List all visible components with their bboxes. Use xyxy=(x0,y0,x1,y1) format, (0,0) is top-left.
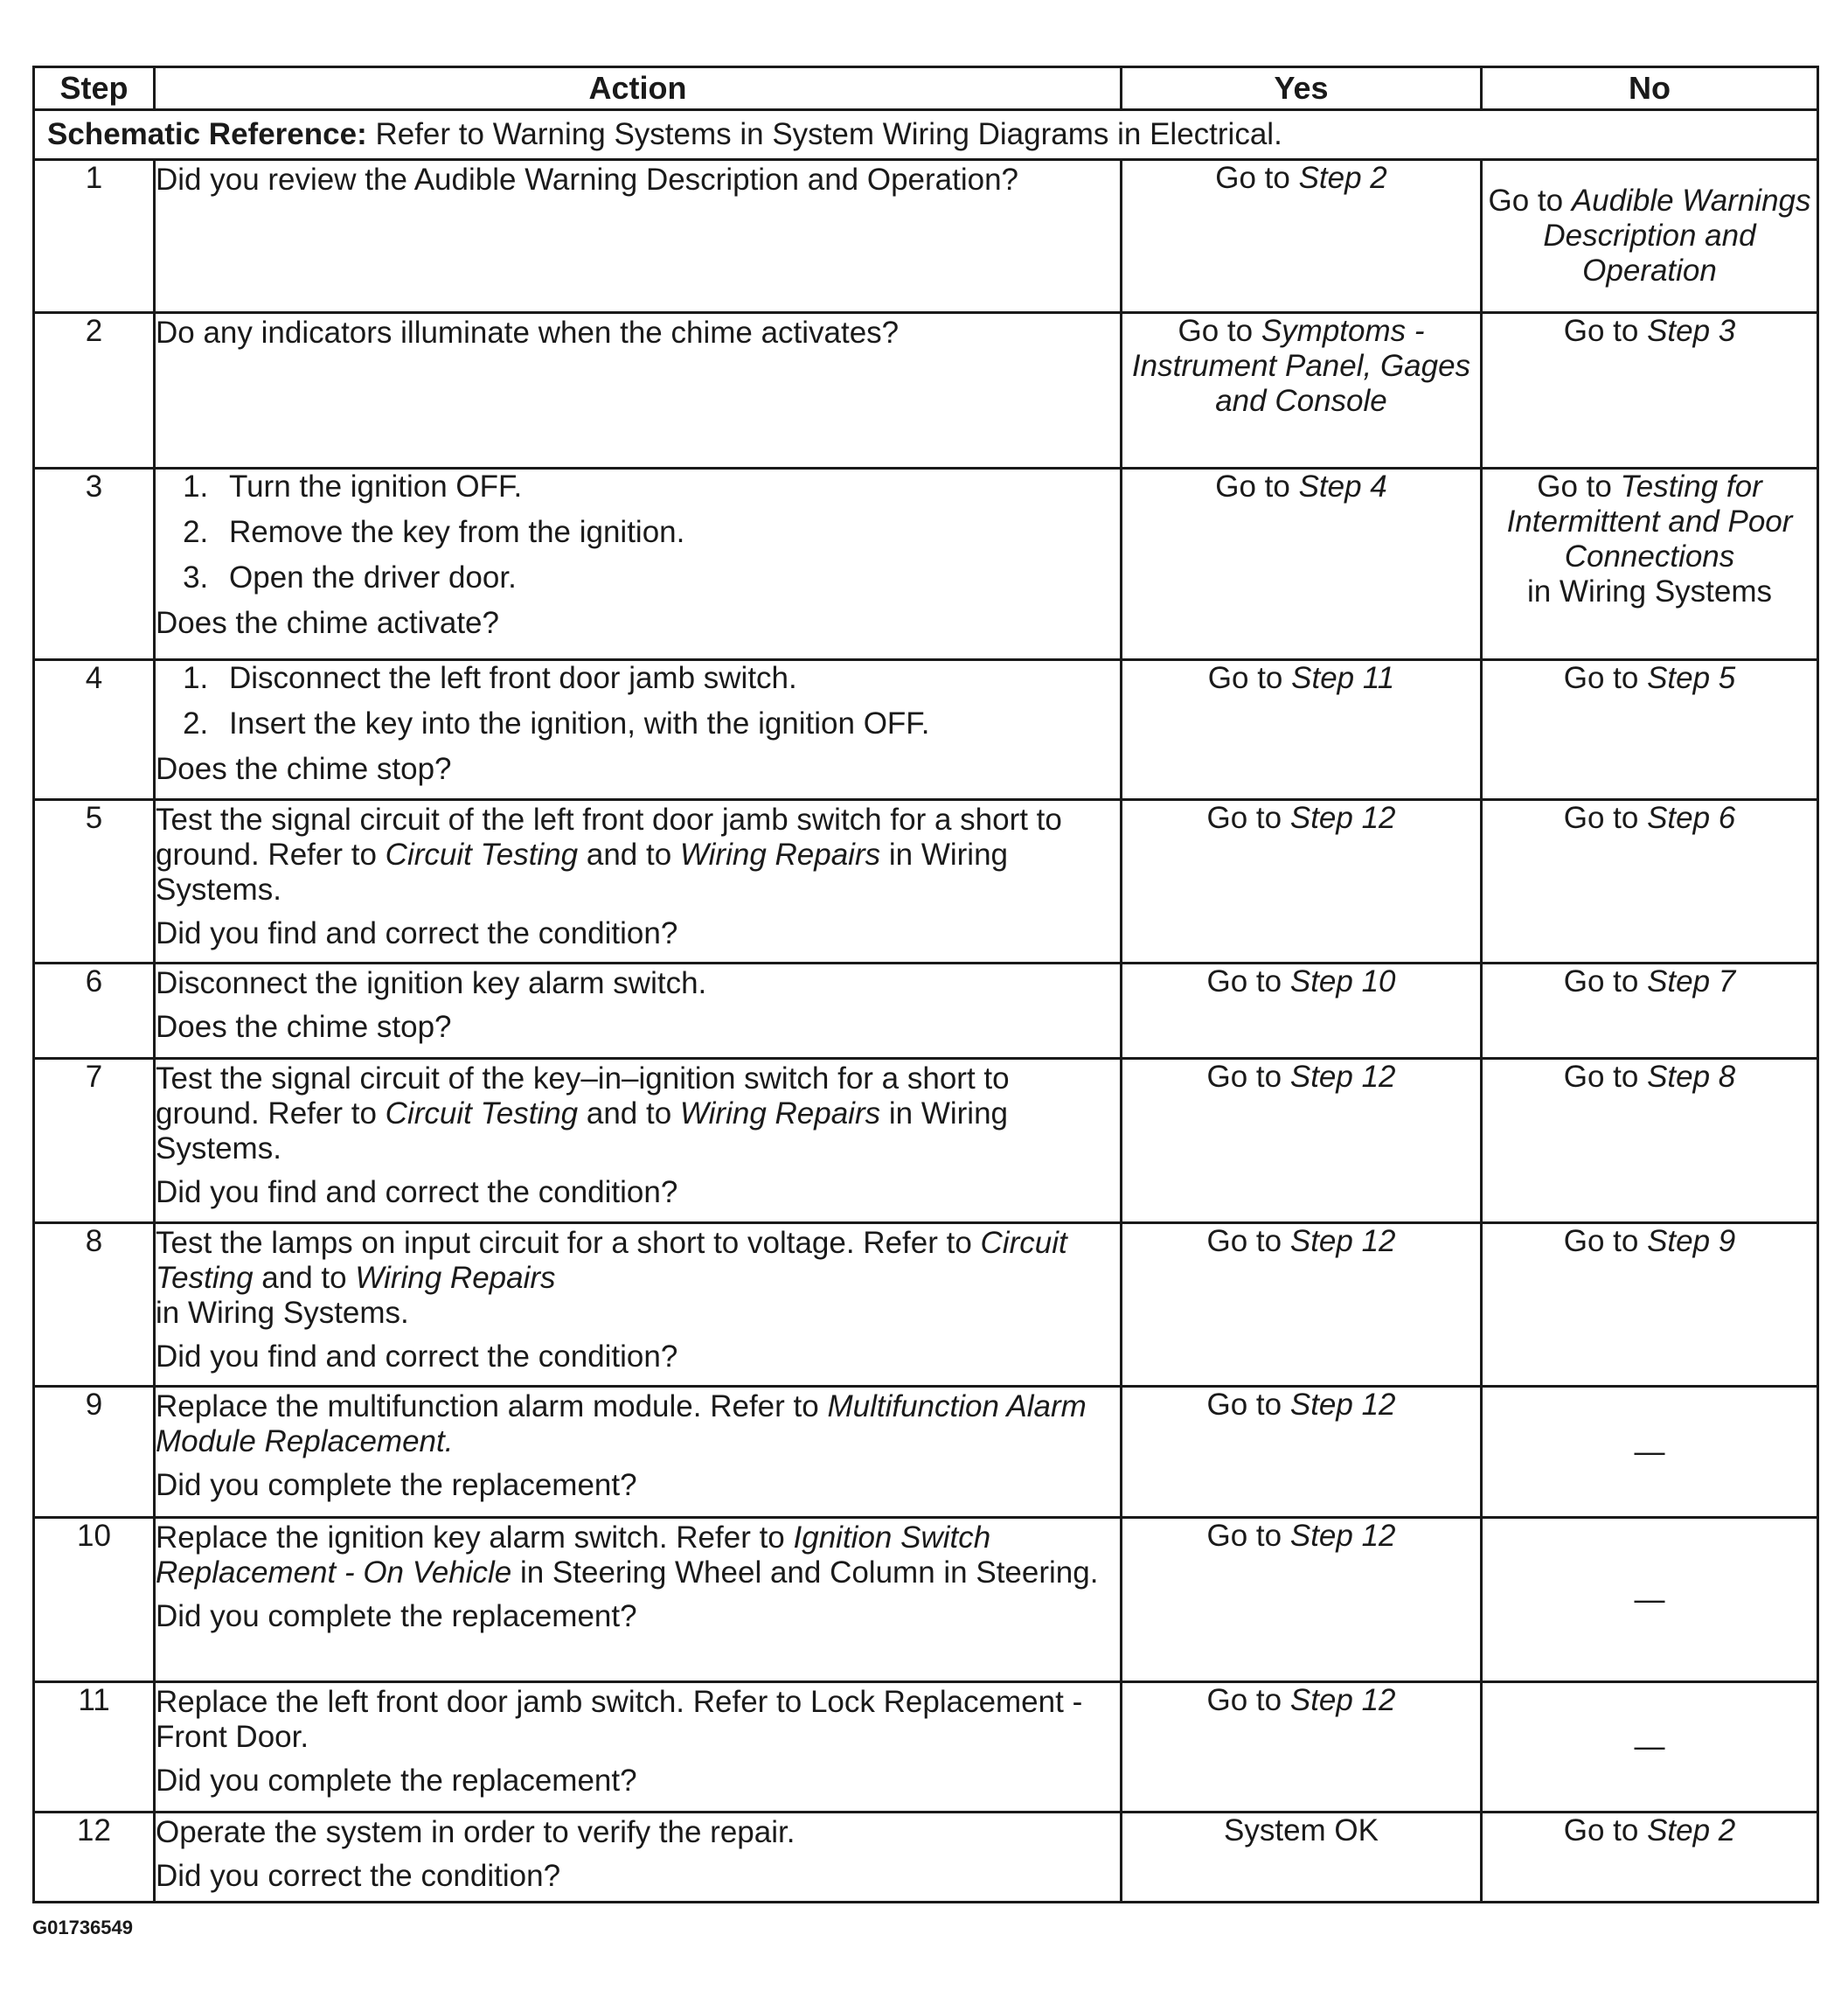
action-text-part: and to xyxy=(261,1261,347,1295)
go-to-label: Go to xyxy=(1207,661,1283,695)
no-cell xyxy=(1482,313,1818,469)
action-text xyxy=(156,1389,1120,1459)
no-cell xyxy=(1482,160,1818,313)
action-text: Operate the system in order to verify the repair. xyxy=(156,1815,795,1849)
go-to-label: Go to xyxy=(1206,801,1282,835)
step-number: 1 xyxy=(34,160,155,313)
yes-reference: Step 2 xyxy=(1298,161,1387,195)
go-to-label: Go to xyxy=(1563,964,1639,999)
action-text: Did you review the Audible Warning Description and Operation? xyxy=(156,163,1019,197)
action-text-part: Test the signal circuit of the key–in–ignition switch for a short to ground. Refer to xyxy=(156,1061,1010,1131)
action-text-part: and to xyxy=(586,1096,672,1131)
go-to-label: Go to xyxy=(1563,661,1639,695)
yes-cell xyxy=(1122,1059,1482,1223)
no-reference: Step 9 xyxy=(1647,1224,1736,1258)
yes-cell xyxy=(1122,1518,1482,1682)
no-cell xyxy=(1482,1223,1818,1387)
reference-link-text: Ignition Switch Replacement - On Vehicle xyxy=(156,1520,991,1590)
question-text: Did you correct the condition? xyxy=(156,1859,561,1893)
reference-link-text: Circuit Testing xyxy=(156,1226,1067,1295)
step-number: 4 xyxy=(34,660,155,800)
go-to-label: Go to xyxy=(1215,161,1290,195)
go-to-label: Go to xyxy=(1563,1813,1639,1847)
question-text: Does the chime stop? xyxy=(156,1010,452,1044)
go-to-label: Go to xyxy=(1537,470,1612,504)
substep-list xyxy=(156,661,1120,741)
no-reference: Step 2 xyxy=(1647,1813,1736,1847)
yes-cell xyxy=(1122,964,1482,1059)
step-number: 3 xyxy=(34,469,155,660)
header-yes: Yes xyxy=(1122,67,1482,110)
action-text xyxy=(156,1061,1120,1166)
action-cell xyxy=(155,313,1122,469)
action-text: Replace the left front door jamb switch. Refer to Lock Replacement - Front Door. xyxy=(156,1685,1083,1754)
no-cell xyxy=(1482,1518,1818,1682)
table-row xyxy=(34,660,1818,800)
action-cell xyxy=(155,1682,1122,1813)
action-text-part: in Steering Wheel and Column in Steering. xyxy=(519,1555,1099,1590)
substep: 1. Turn the ignition OFF. xyxy=(217,470,1120,504)
go-to-label: Go to xyxy=(1178,314,1254,348)
yes-reference: Step 12 xyxy=(1289,1224,1396,1258)
action-cell xyxy=(155,1223,1122,1387)
reference-link-text: Circuit Testing xyxy=(385,1096,579,1131)
reference-link-text: Wiring Repairs xyxy=(679,838,881,872)
action-text-part: Replace the ignition key alarm switch. Refer to xyxy=(156,1520,785,1555)
question-text: Did you complete the replacement? xyxy=(156,1599,637,1633)
no-reference: Step 8 xyxy=(1647,1060,1736,1094)
no-suffix: in Wiring Systems xyxy=(1526,574,1773,609)
table-row xyxy=(34,1387,1818,1518)
question-text: Did you complete the replacement? xyxy=(156,1764,637,1798)
no-reference: Step 5 xyxy=(1647,661,1736,695)
yes-cell xyxy=(1122,1223,1482,1387)
question-text: Did you complete the replacement? xyxy=(156,1468,637,1502)
header-no: No xyxy=(1482,67,1818,110)
dash: — xyxy=(1634,1434,1665,1469)
step-number: 11 xyxy=(34,1682,155,1813)
yes-cell xyxy=(1122,313,1482,469)
schematic-reference xyxy=(34,110,1818,160)
yes-cell xyxy=(1122,469,1482,660)
no-cell xyxy=(1482,800,1818,964)
header-step: Step xyxy=(34,67,155,110)
action-cell xyxy=(155,469,1122,660)
question-text: Does the chime stop? xyxy=(156,752,452,786)
yes-reference: Step 12 xyxy=(1289,1519,1396,1553)
diagnostic-table xyxy=(32,66,1819,1903)
table-row xyxy=(34,1813,1818,1903)
no-cell xyxy=(1482,469,1818,660)
step-number: 5 xyxy=(34,800,155,964)
step-number: 12 xyxy=(34,1813,155,1903)
dash: — xyxy=(1634,1582,1665,1617)
question-text: Did you find and correct the condition? xyxy=(156,1175,678,1209)
no-reference: Step 6 xyxy=(1647,801,1736,835)
substep: 1. Disconnect the left front door jamb switch. xyxy=(217,661,1120,696)
action-cell xyxy=(155,1518,1122,1682)
action-text-part: and to xyxy=(586,838,672,872)
step-number: 7 xyxy=(34,1059,155,1223)
table-row xyxy=(34,469,1818,660)
yes-reference: Step 12 xyxy=(1289,1683,1396,1717)
header-row xyxy=(34,67,1818,110)
go-to-label: Go to xyxy=(1206,1683,1282,1717)
action-cell xyxy=(155,964,1122,1059)
action-text-part: Test the signal circuit of the left front door jamb switch for a short to ground. Refer to xyxy=(156,803,1062,872)
action-text-part: in Wiring Systems. xyxy=(156,838,1008,907)
no-reference: Testing for Intermittent and Poor Connections xyxy=(1506,470,1793,574)
yes-cell xyxy=(1122,1682,1482,1813)
action-cell xyxy=(155,1387,1122,1518)
table-row xyxy=(34,313,1818,469)
go-to-label: Go to xyxy=(1563,1060,1639,1094)
yes-result: System OK xyxy=(1224,1813,1379,1847)
table-row xyxy=(34,160,1818,313)
table-row xyxy=(34,800,1818,964)
action-text xyxy=(156,1226,1120,1331)
yes-reference: Step 12 xyxy=(1289,1060,1396,1094)
action-text-part: Test the lamps on input circuit for a short to voltage. Refer to xyxy=(156,1226,972,1260)
yes-cell xyxy=(1122,800,1482,964)
schematic-reference-label: Schematic Reference: xyxy=(47,117,367,151)
go-to-label: Go to xyxy=(1563,1224,1639,1258)
step-number: 6 xyxy=(34,964,155,1059)
go-to-label: Go to xyxy=(1488,184,1564,218)
action-text xyxy=(156,803,1120,908)
action-text: Disconnect the ignition key alarm switch. xyxy=(156,966,707,1000)
yes-reference: Step 12 xyxy=(1289,801,1396,835)
substep: 3. Open the driver door. xyxy=(217,560,1120,595)
action-text-part: in Wiring Systems. xyxy=(156,1296,409,1330)
schematic-reference-row xyxy=(34,110,1818,160)
table-row xyxy=(34,1223,1818,1387)
no-reference: Step 3 xyxy=(1647,314,1736,348)
action-cell xyxy=(155,1059,1122,1223)
go-to-label: Go to xyxy=(1206,1519,1282,1553)
yes-reference: Step 4 xyxy=(1298,470,1387,504)
table-row xyxy=(34,1682,1818,1813)
step-number: 9 xyxy=(34,1387,155,1518)
action-text-part: . xyxy=(444,1424,454,1458)
action-cell xyxy=(155,1813,1122,1903)
step-number: 10 xyxy=(34,1518,155,1682)
table-row xyxy=(34,1518,1818,1682)
no-reference: Audible Warnings Description and Operation xyxy=(1543,184,1811,288)
yes-reference: Symptoms - Instrument Panel, Gages and Console xyxy=(1131,314,1471,418)
go-to-label: Go to xyxy=(1206,1060,1282,1094)
go-to-label: Go to xyxy=(1206,964,1282,999)
step-number: 8 xyxy=(34,1223,155,1387)
yes-reference: Step 12 xyxy=(1289,1388,1396,1422)
yes-cell xyxy=(1122,660,1482,800)
go-to-label: Go to xyxy=(1206,1224,1282,1258)
yes-cell xyxy=(1122,1387,1482,1518)
action-text xyxy=(156,1520,1120,1590)
table-row xyxy=(34,964,1818,1059)
figure-id: G01736549 xyxy=(32,1917,133,1938)
yes-cell xyxy=(1122,1813,1482,1903)
reference-link-text: Wiring Repairs xyxy=(355,1261,556,1295)
action-text-part: in Wiring Systems. xyxy=(156,1096,1008,1166)
question-text: Did you find and correct the condition? xyxy=(156,916,678,950)
yes-reference: Step 11 xyxy=(1291,661,1395,695)
action-cell xyxy=(155,660,1122,800)
question-text: Did you find and correct the condition? xyxy=(156,1339,678,1374)
no-cell xyxy=(1482,964,1818,1059)
action-cell xyxy=(155,800,1122,964)
action-text-part: Replace the multifunction alarm module. Refer to xyxy=(156,1389,819,1423)
dash: — xyxy=(1634,1729,1665,1764)
go-to-label: Go to xyxy=(1215,470,1290,504)
action-text: Do any indicators illuminate when the chime activates? xyxy=(156,316,900,350)
no-reference: Step 7 xyxy=(1647,964,1736,999)
yes-reference: Step 10 xyxy=(1289,964,1396,999)
go-to-label: Go to xyxy=(1206,1388,1282,1422)
no-cell xyxy=(1482,660,1818,800)
go-to-label: Go to xyxy=(1563,801,1639,835)
reference-link-text: Circuit Testing xyxy=(385,838,579,872)
no-cell xyxy=(1482,1813,1818,1903)
step-number: 2 xyxy=(34,313,155,469)
table-row xyxy=(34,1059,1818,1223)
go-to-label: Go to xyxy=(1563,314,1639,348)
yes-cell xyxy=(1122,160,1482,313)
schematic-reference-text: Refer to Warning Systems in System Wiring Diagrams in Electrical. xyxy=(375,117,1282,151)
reference-link-text: Multifunction Alarm Module Replacement xyxy=(156,1389,1087,1458)
question-text: Does the chime activate? xyxy=(156,606,499,640)
no-cell xyxy=(1482,1682,1818,1813)
substep: 2. Insert the key into the ignition, with the ignition OFF. xyxy=(217,706,1120,741)
substep-list xyxy=(156,470,1120,595)
header-action: Action xyxy=(155,67,1122,110)
no-cell xyxy=(1482,1059,1818,1223)
action-cell xyxy=(155,160,1122,313)
no-cell xyxy=(1482,1387,1818,1518)
substep: 2. Remove the key from the ignition. xyxy=(217,515,1120,550)
reference-link-text: Wiring Repairs xyxy=(679,1096,881,1131)
